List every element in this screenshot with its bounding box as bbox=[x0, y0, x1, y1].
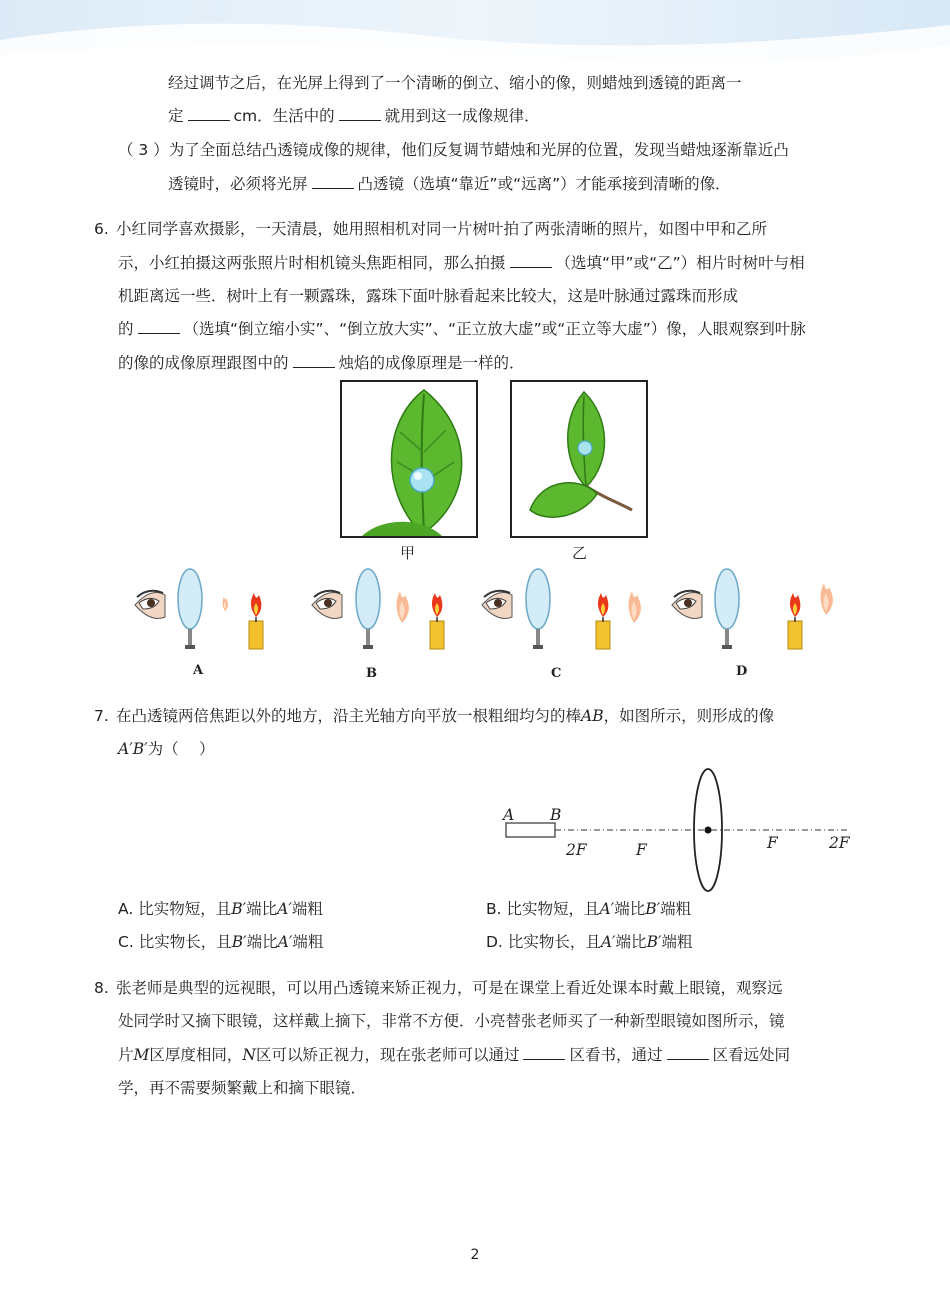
rod-end-b-label: B bbox=[550, 806, 562, 824]
option-a[interactable]: A. 比实物短，且B′端比A′端粗 bbox=[118, 900, 323, 918]
rod-end-a-label: A bbox=[503, 806, 515, 824]
leaf-large-image bbox=[342, 382, 476, 536]
photo-caption-yi: 乙 bbox=[572, 544, 588, 562]
q8-line-1: 8. 张老师是典型的远视眼，可以用凸透镜来矫正视力，可是在课堂上看近处课本时戴上眼镜，观察远 bbox=[94, 979, 783, 997]
q5-line-1: 经过调节之后，在光屏上得到了一个清晰的倒立、缩小的像，则蜡烛到透镜的距离一 bbox=[168, 74, 742, 92]
diagram-c bbox=[482, 569, 641, 649]
leaf-small-image bbox=[512, 382, 646, 536]
q5-part3-line-1: （ 3 ）为了全面总结凸透镜成像的规律，他们反复调节蜡烛和光屏的位置，发现当蜡烛逐渐靠近凸 bbox=[118, 141, 789, 159]
diagram-label-d: D bbox=[736, 664, 748, 679]
q6-line-5: 的像的成像原理跟图中的 烛焰的成像原理是一样的． bbox=[118, 354, 525, 372]
question-number: 6. bbox=[94, 220, 109, 238]
q7-line-2: A′B′为（ ） bbox=[118, 740, 215, 758]
answer-blank[interactable] bbox=[667, 1045, 709, 1060]
answer-blank[interactable] bbox=[312, 174, 354, 189]
focus-f-right-label: F bbox=[767, 834, 778, 852]
answer-blank[interactable] bbox=[523, 1045, 565, 1060]
question-number: 8. bbox=[94, 979, 109, 997]
q5-part3-line-2: 透镜时，必须将光屏 凸透镜（选填“靠近”或“远离”）才能承接到清晰的像． bbox=[168, 175, 731, 193]
header-wave-banner bbox=[0, 0, 950, 70]
q7-line-1: 7. 在凸透镜两倍焦距以外的地方，沿主光轴方向平放一根粗细均匀的棒AB，如图所示，则形成的像 bbox=[94, 707, 775, 725]
q8-line-4: 学，再不需要频繁戴上和摘下眼镜． bbox=[118, 1079, 367, 1097]
answer-blank[interactable] bbox=[188, 106, 230, 121]
answer-blank[interactable] bbox=[339, 106, 381, 121]
option-b[interactable]: B. 比实物短，且A′端比B′端粗 bbox=[486, 900, 692, 918]
diagram-b bbox=[312, 569, 444, 649]
q8-line-2: 处同学时又摘下眼镜，这样戴上摘下，非常不方便．小亮替张老师买了一种新型眼镜如图所示，镜 bbox=[118, 1012, 785, 1030]
leaf-photo-yi bbox=[510, 380, 648, 538]
q6-line-4: 的 （选填“倒立缩小实”、“倒立放大实”、“正立放大虚”或“正立等大虚”）像，人眼观察到叶脉 bbox=[118, 320, 806, 338]
q6-line-1: 6. 小红同学喜欢摄影，一天清晨，她用照相机对同一片树叶拍了两张清晰的照片，如图中甲和乙所 bbox=[94, 220, 768, 238]
focus-2f-left-label: 2F bbox=[566, 841, 587, 859]
lens-diagrams bbox=[130, 565, 850, 655]
focus-f-left-label: F bbox=[636, 841, 647, 859]
page-number: 2 bbox=[470, 1247, 480, 1263]
q5-line-2: 定 cm．生活中的 就用到这一成像规律． bbox=[168, 107, 540, 125]
photo-caption-jia: 甲 bbox=[400, 544, 416, 562]
lens-rod-figure bbox=[498, 765, 858, 895]
option-c[interactable]: C. 比实物长，且B′端比A′端粗 bbox=[118, 933, 324, 951]
leaf-photo-jia bbox=[340, 380, 478, 538]
answer-blank[interactable] bbox=[293, 353, 335, 368]
q8-line-3: 片M区厚度相同，N区可以矫正视力，现在张老师可以通过 区看书，通过 区看远处同 bbox=[118, 1046, 791, 1064]
focus-2f-right-label: 2F bbox=[829, 834, 850, 852]
diagram-d bbox=[672, 569, 833, 649]
answer-blank[interactable] bbox=[510, 253, 552, 268]
diagram-label-a: A bbox=[193, 663, 204, 678]
q6-line-2: 示，小红拍摄这两张照片时相机镜头焦距相同，那么拍摄 （选填“甲”或“乙”）相片时树叶与相 bbox=[118, 254, 805, 272]
answer-blank[interactable] bbox=[138, 319, 180, 334]
q6-line-3: 机距离远一些．树叶上有一颗露珠，露珠下面叶脉看起来比较大，这是叶脉通过露珠而形成 bbox=[118, 287, 739, 305]
diagram-a bbox=[135, 569, 263, 649]
diagram-label-b: B bbox=[366, 666, 377, 681]
option-d[interactable]: D. 比实物长，且A′端比B′端粗 bbox=[486, 933, 693, 951]
question-number: 7. bbox=[94, 707, 109, 725]
diagram-label-c: C bbox=[551, 666, 562, 681]
